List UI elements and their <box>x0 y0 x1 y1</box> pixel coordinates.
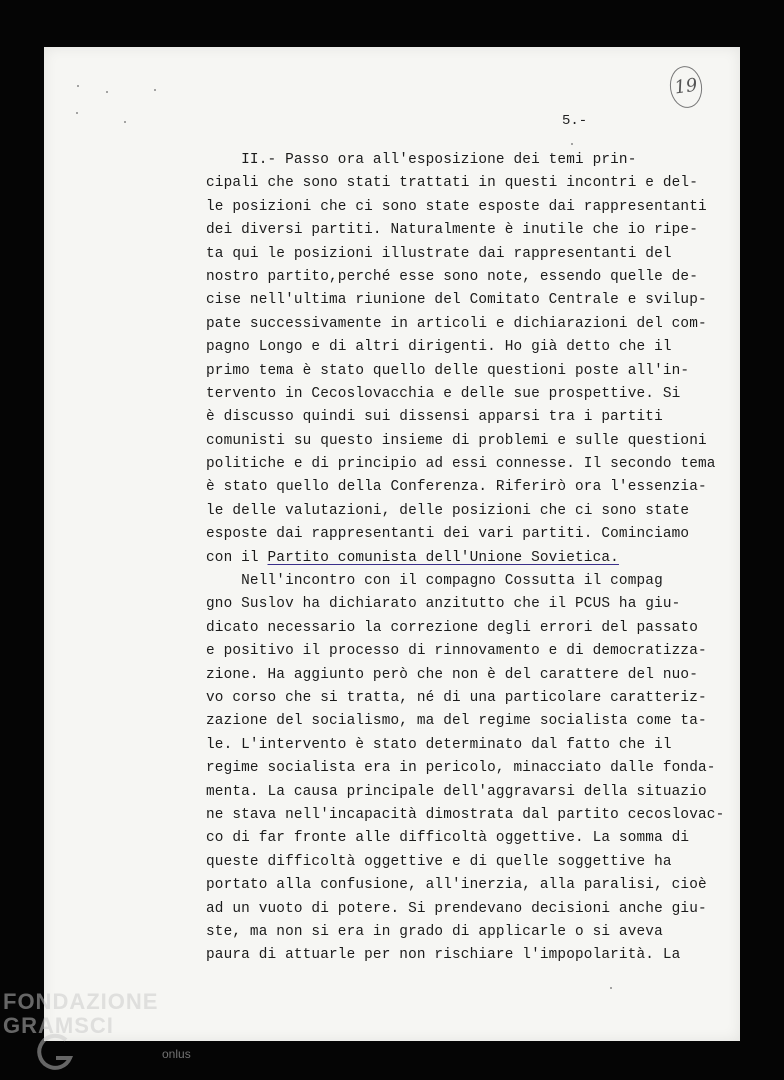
text-line: pagno Longo e di altri dirigenti. Ho già detto che il <box>206 339 672 356</box>
text-line: ne stava nell'incapacità dimostrata dal partito cecoslovac- <box>206 806 725 823</box>
paper-speck <box>610 987 612 989</box>
text-line: esposte dai rappresentanti dei vari partiti. Cominciamo <box>206 526 690 543</box>
text-fragment: con il <box>206 549 268 566</box>
text-line: le. L'intervento è stato determinato dal fatto che il <box>206 736 672 753</box>
page-number: 5.- <box>562 113 588 129</box>
text-line: pate successivamente in articoli e dichiarazioni del com- <box>206 315 707 332</box>
text-line: nostro partito,perché esse sono note, essendo quelle de- <box>206 268 699 285</box>
watermark-suffix: onlus <box>162 1047 191 1061</box>
text-line: Nell'incontro con il compagno Cossutta il compag <box>206 573 663 590</box>
text-line: portato alla confusione, all'inerzia, alla paralisi, cioè <box>206 877 707 894</box>
text-line: le delle valutazioni, delle posizioni che ci sono state <box>206 502 690 519</box>
paper-speck <box>124 121 126 123</box>
text-line: cise nell'ultima riunione del Comitato Centrale e svilup- <box>206 292 707 309</box>
text-line: menta. La causa principale dell'aggravarsi della situazio <box>206 783 707 800</box>
text-line: tervento in Cecoslovacchia e delle sue prospettive. Si <box>206 385 681 402</box>
typed-body-text <box>206 149 726 968</box>
text-line: è discusso quindi sui dissensi apparsi tra i partiti <box>206 409 663 426</box>
text-line: zione. Ha aggiunto però che non è del carattere del nuo- <box>206 666 699 683</box>
foundation-logo-icon <box>32 1032 80 1072</box>
text-line: gno Suslov ha dichiarato anzitutto che il PCUS ha giu- <box>206 596 681 613</box>
watermark-line: GRAMSCI <box>3 1013 114 1038</box>
watermark-line: FONDAZIONE <box>3 989 159 1014</box>
text-line: ta qui le posizioni illustrate dai rappresentanti del <box>206 245 672 262</box>
paper-speck <box>154 89 156 91</box>
text-line: queste difficoltà oggettive e di quelle soggettive ha <box>206 853 672 870</box>
text-line: ste, ma non si era in grado di applicarle o si aveva <box>206 923 663 940</box>
archive-page-number: 19 <box>667 64 705 110</box>
text-line: ad un vuoto di potere. Si prendevano decisioni anche giu- <box>206 900 707 917</box>
text-line: le posizioni che ci sono state esposte dai rappresentanti <box>206 198 707 215</box>
text-line: primo tema è stato quello delle questioni poste all'in- <box>206 362 690 379</box>
text-line: paura di attuarle per non rischiare l'impopolarità. La <box>206 947 681 964</box>
text-line: regime socialista era in pericolo, minacciato dalle fonda- <box>206 760 716 777</box>
document-page <box>44 47 740 1041</box>
text-line: e positivo il processo di rinnovamento e di democratizza- <box>206 643 707 660</box>
text-line: politiche e di principio ad essi connesse. Il secondo tema <box>206 456 716 473</box>
underlined-text-line <box>206 547 726 570</box>
paper-speck <box>77 85 79 87</box>
text-line: II.- Passo ora all'esposizione dei temi prin- <box>206 152 637 168</box>
text-line: dicato necessario la correzione degli errori del passato <box>206 619 699 636</box>
paper-speck <box>106 91 108 93</box>
paper-speck <box>571 143 573 145</box>
text-line: cipali che sono stati trattati in questi incontri e del- <box>206 175 699 192</box>
text-line: zazione del socialismo, ma del regime socialista come ta- <box>206 713 707 730</box>
paper-speck <box>76 112 78 114</box>
text-line: co di far fronte alle difficoltà oggettive. La somma di <box>206 830 690 847</box>
text-line: comunisti su questo insieme di problemi e sulle questioni <box>206 432 707 449</box>
watermark-text <box>3 990 158 1038</box>
text-line: dei diversi partiti. Naturalmente è inutile che io ripe- <box>206 222 699 239</box>
text-line: vo corso che si tratta, né di una particolare caratteriz- <box>206 689 707 706</box>
underlined-party-name: Partito comunista dell'Unione Sovietica. <box>267 549 619 566</box>
text-line: è stato quello della Conferenza. Riferirò ora l'essenzia- <box>206 479 707 496</box>
